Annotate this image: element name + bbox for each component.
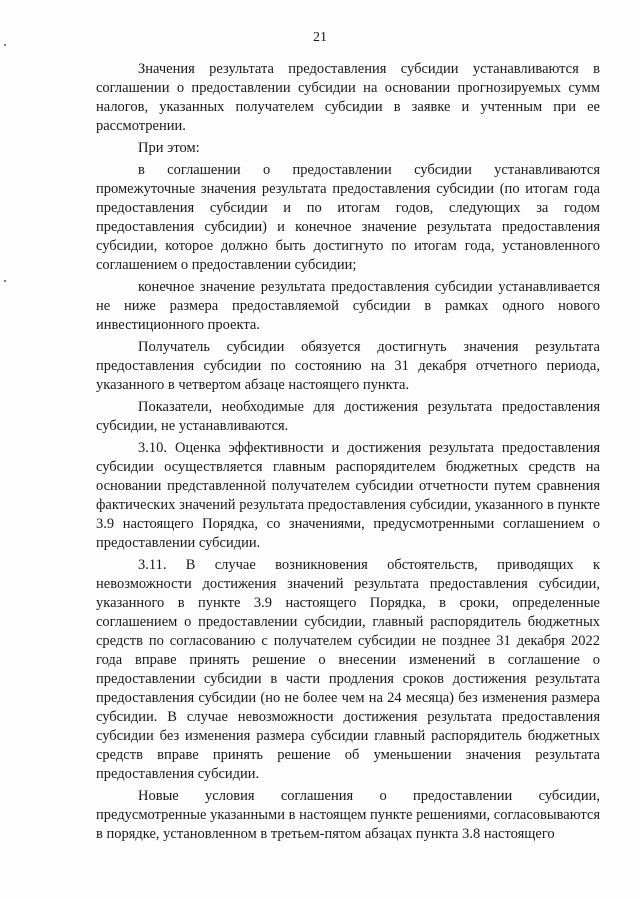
paragraph: Новые условия соглашения о предоставлении субсидии, предусмотренные указанными в настоящем пункте решениями, согласовываются в порядке, установленном в третьем-пятом абзацах пункта 3.8 настоящего xyxy=(96,788,600,842)
document-body xyxy=(96,60,600,847)
paragraph: Показатели, необходимые для достижения результата предоставления субсидии, не устанавливаются. xyxy=(96,399,600,434)
paragraph: Значения результата предоставления субсидии устанавливаются в соглашении о предоставлении субсидии на основании прогнозируемых сумм налогов, указанных получателем субсидии в заявке и учтенным при ее рассмотрении. xyxy=(96,61,600,134)
paragraph: 3.10. Оценка эффективности и достижения результата предоставления субсидии осуществляется главным распорядителем бюджетных средств на основании представленной получателем субсидии отчетности путем сравнения фактических значений результата предоставления субсидии, указанного в пункте 3.9 настоящего Порядка, со значениями, предусмотренными соглашением о предоставлении субсидии. xyxy=(96,440,600,551)
scan-speck xyxy=(4,44,6,46)
page-number: 21 xyxy=(313,30,327,45)
scan-speck xyxy=(4,280,6,282)
paragraph: в соглашении о предоставлении субсидии устанавливаются промежуточные значения результата предоставления субсидии (по итогам года предоставления субсидии и по итогам годов, следующих за годом предоставления субсидии) и конечное значение результата предоставления субсидии, которое должно быть достигнуто по итогам года, установленного соглашением о предоставлении субсидии; xyxy=(96,162,600,273)
paragraph: 3.11. В случае возникновения обстоятельств, приводящих к невозможности достижения значений результата предоставления субсидии, указанного в пункте 3.9 настоящего Порядка, в сроки, определенные соглашением о предоставлении субсидии, главный распорядитель бюджетных средств по согласованию с получателем субсидии не позднее 31 декабря 2022 года вправе принять решение о внесении изменений в соглашение о предоставлении субсидии в части продления сроков достижения результата предоставления субсидии (но не более чем на 24 месяца) без изменения размера субсидии. В случае невозможности достижения результата предоставления субсидии без изменения размера субсидии главный распорядитель бюджетных средств вправе принять решение об уменьшении значения результата предоставления субсидии. xyxy=(96,557,600,782)
paragraph: Получатель субсидии обязуется достигнуть значения результата предоставления субсидии по состоянию на 31 декабря отчетного периода, указанного в четвертом абзаце настоящего пункта. xyxy=(96,339,600,393)
paragraph: конечное значение результата предоставления субсидии устанавливается не ниже размера предоставляемой субсидии в рамках одного нового инвестиционного проекта. xyxy=(96,279,600,333)
paragraph: При этом: xyxy=(138,140,200,156)
